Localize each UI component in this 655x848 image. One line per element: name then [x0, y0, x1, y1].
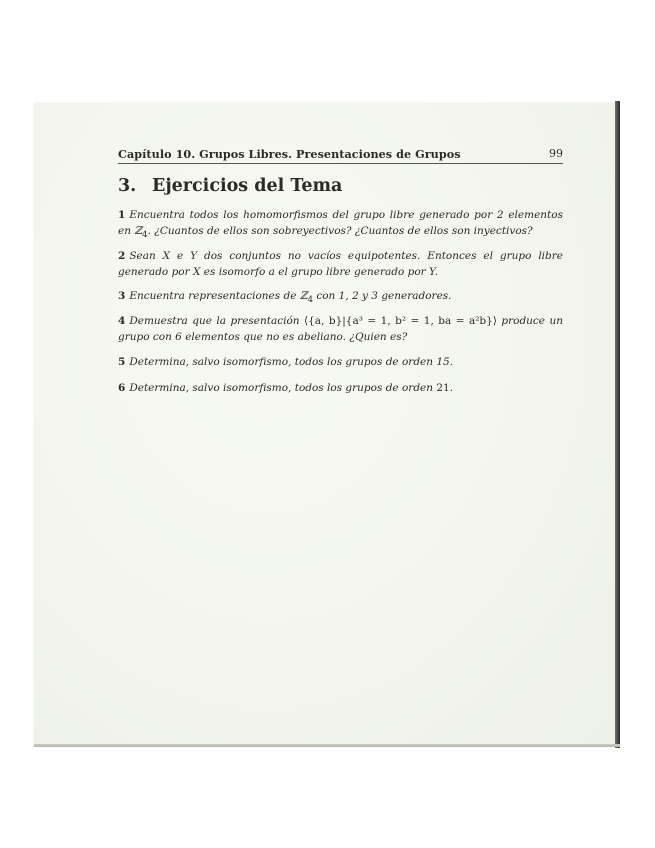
exercise-number: 2	[118, 250, 126, 262]
exercise-text: con 1, 2 y 3 generadores.	[313, 290, 452, 302]
exercise-number: 4	[118, 315, 126, 327]
exercise-2	[118, 249, 563, 280]
exercise-text: Determina, salvo isomorfismo, todos los grupos de orden	[129, 382, 437, 394]
exercise-4	[118, 314, 563, 345]
exercise-number: 3	[118, 290, 126, 302]
group-presentation-formula: ⟨{a, b}|{a³ = 1, b² = 1, ba = a²b}⟩	[304, 315, 497, 327]
exercise-number: 6	[118, 382, 126, 394]
paper-page	[34, 103, 618, 746]
header-rule	[118, 163, 563, 164]
page-bottom-shadow	[34, 744, 620, 747]
exercise-text: Sean X e Y dos conjuntos no vacíos equipotentes. Entonces el grupo libre generado por X es isomorfo a el grupo libre generado por Y.	[118, 250, 563, 278]
exercise-text: . ¿Cuantos de ellos son sobreyectivos? ¿Cuantos de ellos son inyectivos?	[147, 224, 533, 237]
exercise-6	[118, 381, 563, 397]
exercise-number: 5	[118, 356, 126, 368]
exercise-5	[118, 355, 563, 371]
exercise-1	[118, 208, 563, 243]
math-subscript: 4	[141, 229, 148, 240]
exercise-text: produce un grupo con 6 elementos que no es abeliano. ¿Quien es?	[118, 315, 564, 343]
section-heading	[118, 176, 342, 196]
section-number: 3.	[118, 176, 137, 196]
chapter-header-title: Capítulo 10. Grupos Libres. Presentaciones de Grupos	[118, 147, 461, 161]
exercise-number-value: 21.	[436, 382, 454, 394]
page-edge-shadow	[615, 101, 620, 748]
exercise-text: Demuestra que la presentación	[129, 315, 305, 327]
exercise-text: Encuentra representaciones de ℤ	[129, 290, 308, 302]
math-subscript: 4	[307, 295, 314, 306]
section-title: Ejercicios del Tema	[152, 176, 343, 196]
exercise-text: Encuentra todos los homomorfismos del grupo libre generado por 2 elementos en ℤ	[118, 209, 563, 237]
exercise-number: 1	[118, 209, 126, 221]
exercise-text: Determina, salvo isomorfismo, todos los grupos de orden 15.	[129, 356, 454, 368]
page-number: 99	[549, 147, 563, 160]
exercise-3	[118, 289, 563, 309]
